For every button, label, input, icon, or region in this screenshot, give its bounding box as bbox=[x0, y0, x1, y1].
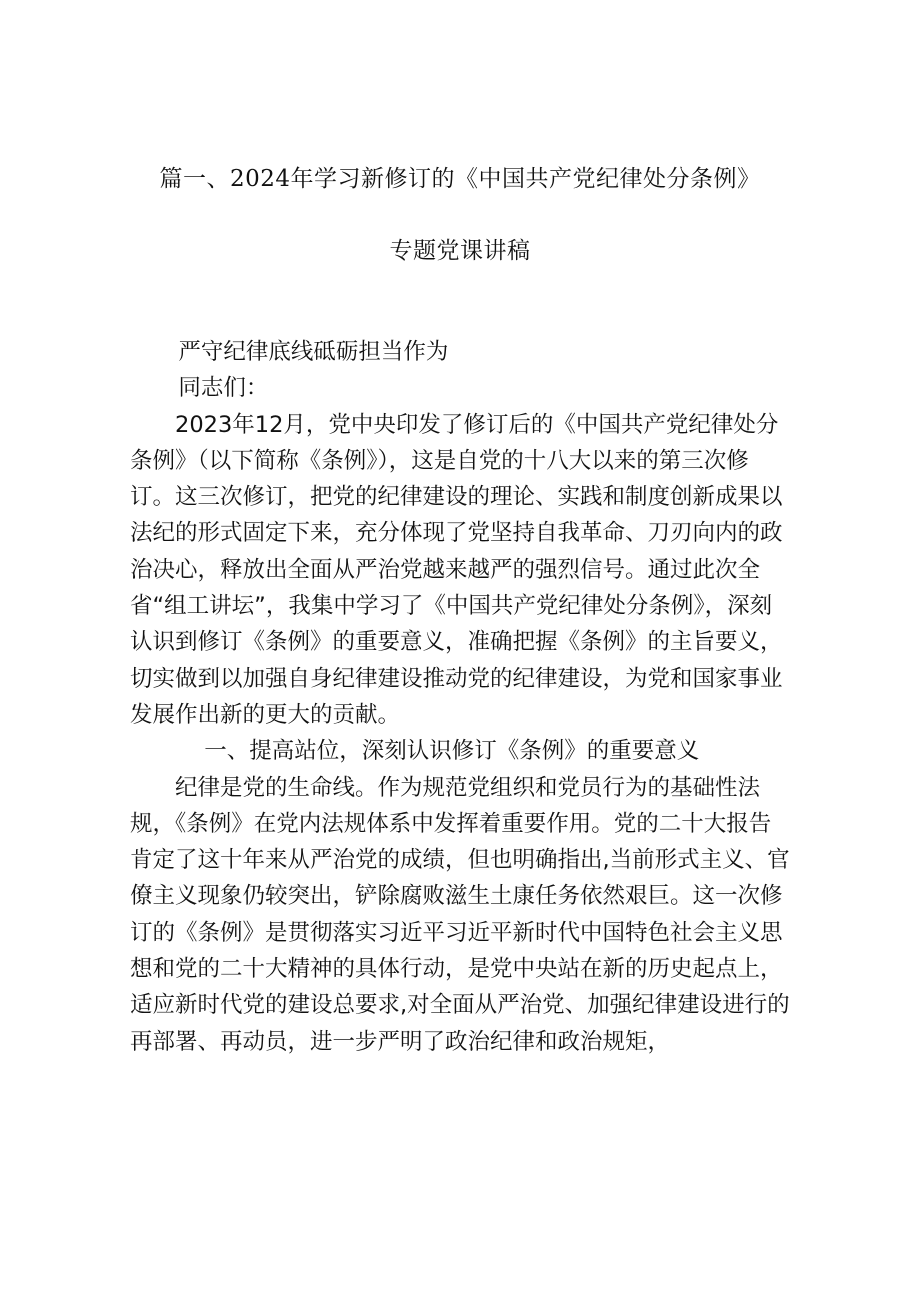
document-body bbox=[130, 334, 790, 1060]
section-heading-1: 一、提高站位，深刻认识修订《条例》的重要意义 bbox=[204, 738, 700, 765]
document-title-line-2: 专题党课讲稿 bbox=[389, 238, 531, 264]
body-paragraph-2: 纪律是党的生命线。作为规范党组织和党员行为的基础性法规，《条例》在党内法规体系中发挥着重要作用。党的二十大报告肯定了这十年来从严治党的成绩，但也明确指出,当前形式主义、官僚主义现象仍较突出，铲除腐败滋生土康任务依然艰巨。这一次修订的《条例》是贯彻落实习近平习近平新时代中国特色社会主义思想和党的二十大精神的具体行动，是党中央站在新的历史起点上，适应新时代党的建设总要求,对全面从严治党、加强纪律建设进行的再部署、再动员，进一步严明了政治纪律和政治规矩， bbox=[130, 774, 790, 1055]
speech-greeting: 同志们： bbox=[178, 375, 269, 402]
body-paragraph-1: 2023年12月，党中央印发了修订后的《中国共产党纪律处分条例》（以下简称《条例》），这是自党的十八大以来的第三次修订。这三次修订，把党的纪律建设的理论、实践和制度创新成果以法纪的形式固定下来，充分体现了党坚持自我革命、刀刃向内的政治决心，释放出全面从严治党越来越严的强烈信号。通过此次全省“组工讲坛”，我集中学习了《中国共产党纪律处分条例》，深刻认识到修订《条例》的重要意义，准确把握《条例》的主旨要义，切实做到以加强自身纪律建设推动党的纪律建设，为党和国家事业发展作出新的更大的贡献。 bbox=[130, 411, 783, 728]
document-title-line-1: 篇一、2024年学习新修订的《中国共产党纪律处分条例》 bbox=[159, 166, 761, 192]
speech-subtitle: 严守纪律底线砥砺担当作为 bbox=[178, 339, 449, 365]
